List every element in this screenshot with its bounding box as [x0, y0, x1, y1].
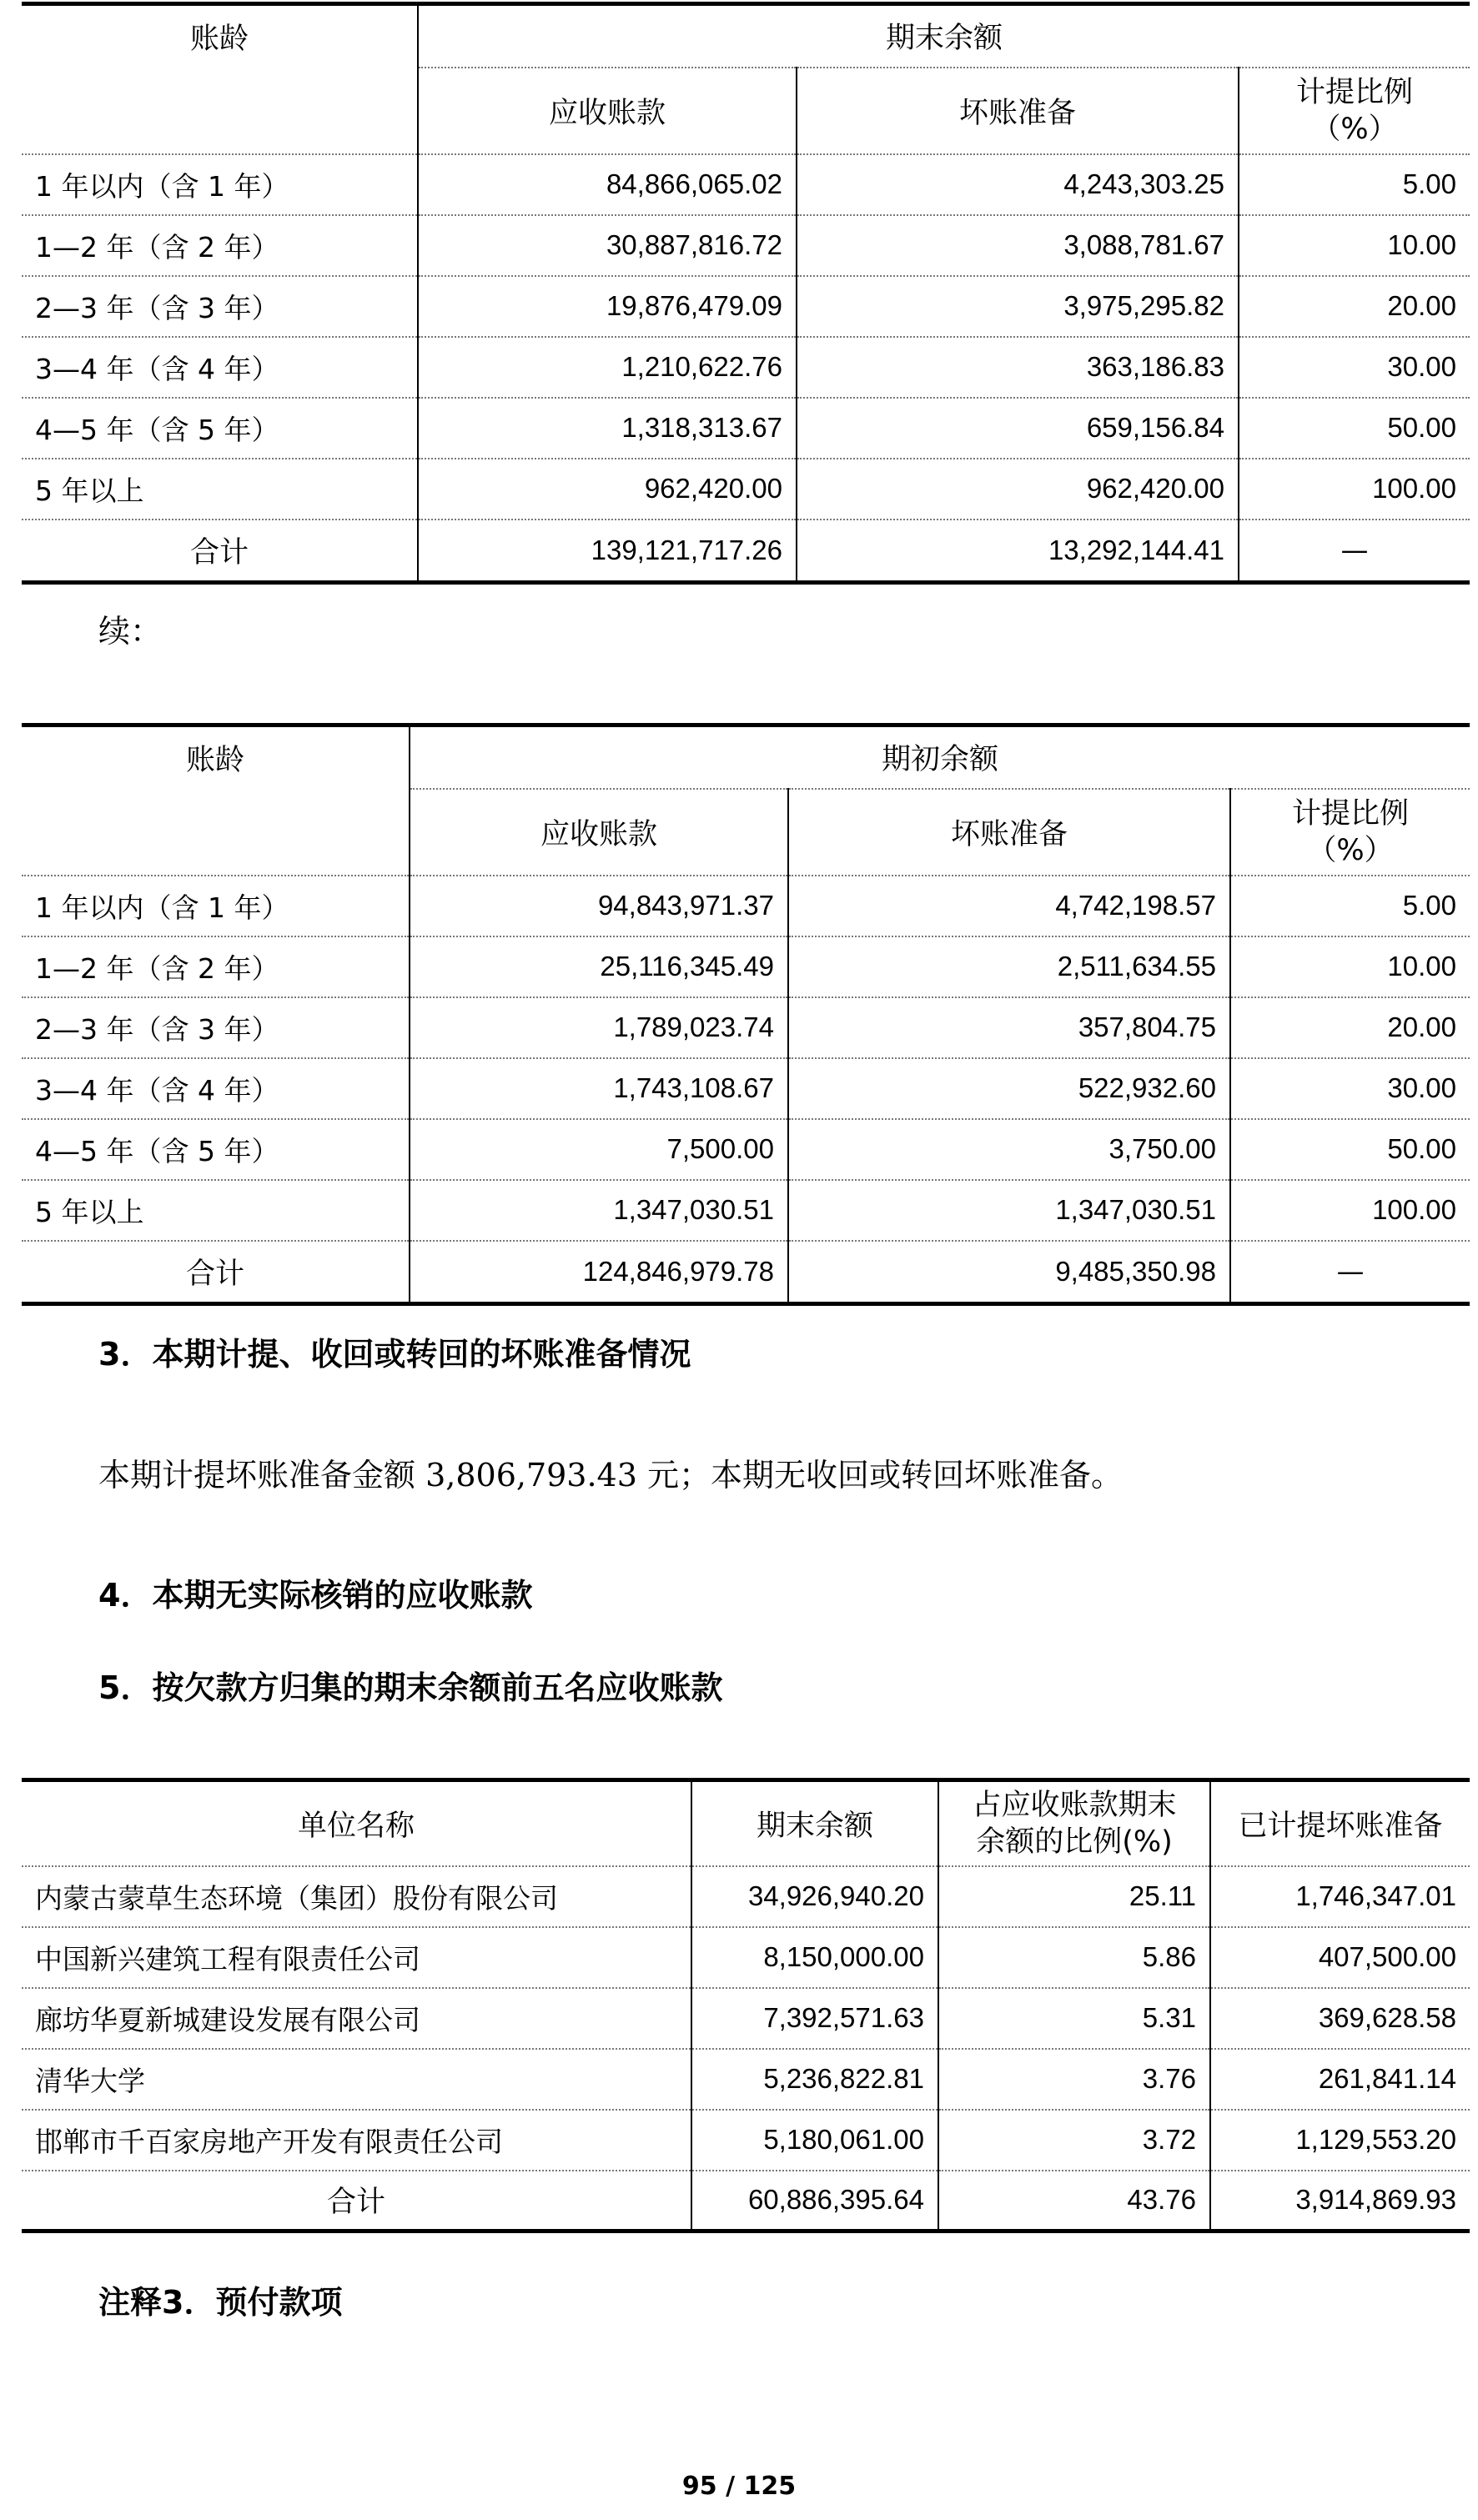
- section3-heading: 3．本期计提、收回或转回的坏账准备情况: [98, 1336, 691, 1373]
- ratio-cell: 5.00: [1239, 154, 1470, 215]
- balance-cell: 34,926,940.20: [691, 1866, 938, 1927]
- total-row: [22, 520, 1470, 583]
- table-row: [22, 936, 1470, 997]
- aging-cell: 4—5 年（含 5 年）: [22, 398, 418, 459]
- col-header-aging: 账龄: [22, 4, 418, 154]
- debtor-name-cell: 清华大学: [22, 2049, 691, 2110]
- total-receivable: 124,846,979.78: [410, 1241, 788, 1304]
- pct-cell: 3.72: [938, 2110, 1210, 2171]
- balance-cell: 5,236,822.81: [691, 2049, 938, 2110]
- balance-cell: 8,150,000.00: [691, 1927, 938, 1988]
- aging-cell: 2—3 年（含 3 年）: [22, 276, 418, 337]
- receivable-cell: 7,500.00: [410, 1119, 788, 1180]
- ratio-cell: 20.00: [1230, 997, 1470, 1058]
- pct-cell: 5.86: [938, 1927, 1210, 1988]
- bad-debt-cell: 363,186.83: [797, 337, 1239, 398]
- ratio-header-line2: （%）: [1307, 833, 1394, 867]
- table-row: [22, 1180, 1470, 1241]
- provision-cell: 1,129,553.20: [1210, 2110, 1470, 2171]
- bad-debt-cell: 4,243,303.25: [797, 154, 1239, 215]
- table-row: [22, 1866, 1470, 1927]
- page-number: 95 / 125: [681, 2472, 797, 2501]
- col-header-receivable: 应收账款: [410, 789, 788, 876]
- aging-cell: 1 年以内（含 1 年）: [22, 154, 418, 215]
- col-header-ratio: [1230, 789, 1470, 876]
- bad-debt-cell: 522,932.60: [788, 1058, 1230, 1119]
- provision-cell: 369,628.58: [1210, 1988, 1470, 2049]
- receivable-cell: 1,318,313.67: [418, 398, 797, 459]
- pct-cell: 3.76: [938, 2049, 1210, 2110]
- table-row: [22, 276, 1470, 337]
- col-header-bad-debt: 坏账准备: [788, 789, 1230, 876]
- aging-cell: 4—5 年（含 5 年）: [22, 1119, 410, 1180]
- total-pct: 43.76: [938, 2171, 1210, 2231]
- balance-cell: 7,392,571.63: [691, 1988, 938, 2049]
- aging-cell: 1—2 年（含 2 年）: [22, 936, 410, 997]
- pct-header-line2: 余额的比例(%): [976, 1825, 1173, 1859]
- table-row: [22, 1119, 1470, 1180]
- group-header-closing: 期末余额: [418, 4, 1470, 68]
- table-row: [22, 2049, 1470, 2110]
- table-row: [22, 398, 1470, 459]
- col-header-ratio: [1239, 68, 1470, 154]
- aging-cell: 3—4 年（含 4 年）: [22, 337, 418, 398]
- ratio-cell: 50.00: [1230, 1119, 1470, 1180]
- aging-cell: 3—4 年（含 4 年）: [22, 1058, 410, 1119]
- section4-heading: 4．本期无实际核销的应收账款: [98, 1577, 533, 1614]
- bad-debt-cell: 962,420.00: [797, 459, 1239, 520]
- total-row: [22, 2171, 1470, 2231]
- table-row: [22, 1988, 1470, 2049]
- pct-cell: 25.11: [938, 1866, 1210, 1927]
- ratio-header-line1: 计提比例: [1295, 75, 1413, 109]
- ratio-cell: 5.00: [1230, 876, 1470, 936]
- receivable-cell: 84,866,065.02: [418, 154, 797, 215]
- debtor-name-cell: 内蒙古蒙草生态环境（集团）股份有限公司: [22, 1866, 691, 1927]
- receivable-cell: 962,420.00: [418, 459, 797, 520]
- ratio-cell: 100.00: [1239, 459, 1470, 520]
- continued-label: 续：: [98, 613, 163, 650]
- group-header-opening: 期初余额: [410, 725, 1470, 789]
- col-header-receivable: 应收账款: [418, 68, 797, 154]
- table-row: [22, 876, 1470, 936]
- aging-cell: 5 年以上: [22, 459, 418, 520]
- col-header-aging: 账龄: [22, 725, 410, 876]
- bad-debt-cell: 659,156.84: [797, 398, 1239, 459]
- receivable-cell: 1,743,108.67: [410, 1058, 788, 1119]
- debtor-name-cell: 邯郸市千百家房地产开发有限责任公司: [22, 2110, 691, 2171]
- provision-cell: 1,746,347.01: [1210, 1866, 1470, 1927]
- top5-receivables-table: [22, 1778, 1470, 2233]
- provision-cell: 407,500.00: [1210, 1927, 1470, 1988]
- receivable-cell: 1,210,622.76: [418, 337, 797, 398]
- aging-table-opening: [22, 723, 1470, 1306]
- receivable-cell: 19,876,479.09: [418, 276, 797, 337]
- receivable-cell: 94,843,971.37: [410, 876, 788, 936]
- bad-debt-cell: 3,088,781.67: [797, 215, 1239, 276]
- bad-debt-cell: 3,975,295.82: [797, 276, 1239, 337]
- aging-cell: 2—3 年（含 3 年）: [22, 997, 410, 1058]
- total-bad-debt: 13,292,144.41: [797, 520, 1239, 583]
- table-row: [22, 2110, 1470, 2171]
- ratio-cell: 20.00: [1239, 276, 1470, 337]
- debtor-name-cell: 中国新兴建筑工程有限责任公司: [22, 1927, 691, 1988]
- table-row: [22, 997, 1470, 1058]
- debtor-name-cell: 廊坊华夏新城建设发展有限公司: [22, 1988, 691, 2049]
- ratio-cell: 50.00: [1239, 398, 1470, 459]
- bad-debt-cell: 2,511,634.55: [788, 936, 1230, 997]
- table-row: [22, 154, 1470, 215]
- ratio-header-line1: 计提比例: [1291, 796, 1409, 831]
- ratio-cell: 30.00: [1230, 1058, 1470, 1119]
- receivable-cell: 1,789,023.74: [410, 997, 788, 1058]
- table-row: [22, 337, 1470, 398]
- col-header-name: 单位名称: [22, 1780, 691, 1866]
- total-label: 合计: [22, 520, 418, 583]
- aging-cell: 5 年以上: [22, 1180, 410, 1241]
- table-row: [22, 459, 1470, 520]
- total-label: 合计: [22, 1241, 410, 1304]
- ratio-cell: 100.00: [1230, 1180, 1470, 1241]
- ratio-cell: 10.00: [1239, 215, 1470, 276]
- pct-cell: 5.31: [938, 1988, 1210, 2049]
- total-receivable: 139,121,717.26: [418, 520, 797, 583]
- aging-table-closing: [22, 2, 1470, 585]
- bad-debt-cell: 3,750.00: [788, 1119, 1230, 1180]
- ratio-cell: 10.00: [1230, 936, 1470, 997]
- provision-cell: 261,841.14: [1210, 2049, 1470, 2110]
- note3-heading: 注释3．预付款项: [98, 2284, 343, 2321]
- bad-debt-cell: 357,804.75: [788, 997, 1230, 1058]
- col-header-balance: 期末余额: [691, 1780, 938, 1866]
- ratio-cell: 30.00: [1239, 337, 1470, 398]
- aging-cell: 1—2 年（含 2 年）: [22, 215, 418, 276]
- col-header-provision: 已计提坏账准备: [1210, 1780, 1470, 1866]
- receivable-cell: 30,887,816.72: [418, 215, 797, 276]
- col-header-bad-debt: 坏账准备: [797, 68, 1239, 154]
- total-balance: 60,886,395.64: [691, 2171, 938, 2231]
- aging-cell: 1 年以内（含 1 年）: [22, 876, 410, 936]
- table-row: [22, 215, 1470, 276]
- section3-text: 本期计提坏账准备金额 3,806,793.43 元；本期无收回或转回坏账准备。: [98, 1457, 1123, 1493]
- balance-cell: 5,180,061.00: [691, 2110, 938, 2171]
- total-provision: 3,914,869.93: [1210, 2171, 1470, 2231]
- ratio-header-line2: （%）: [1311, 112, 1398, 146]
- total-bad-debt: 9,485,350.98: [788, 1241, 1230, 1304]
- total-ratio: —: [1230, 1241, 1470, 1304]
- total-ratio: —: [1239, 520, 1470, 583]
- total-label: 合计: [22, 2171, 691, 2231]
- bad-debt-cell: 1,347,030.51: [788, 1180, 1230, 1241]
- bad-debt-cell: 4,742,198.57: [788, 876, 1230, 936]
- total-row: [22, 1241, 1470, 1304]
- table-row: [22, 1058, 1470, 1119]
- section5-heading: 5．按欠款方归集的期末余额前五名应收账款: [98, 1669, 723, 1706]
- receivable-cell: 1,347,030.51: [410, 1180, 788, 1241]
- col-header-pct: [938, 1780, 1210, 1866]
- table-row: [22, 1927, 1470, 1988]
- pct-header-line1: 占应收账款期末: [972, 1788, 1177, 1822]
- receivable-cell: 25,116,345.49: [410, 936, 788, 997]
